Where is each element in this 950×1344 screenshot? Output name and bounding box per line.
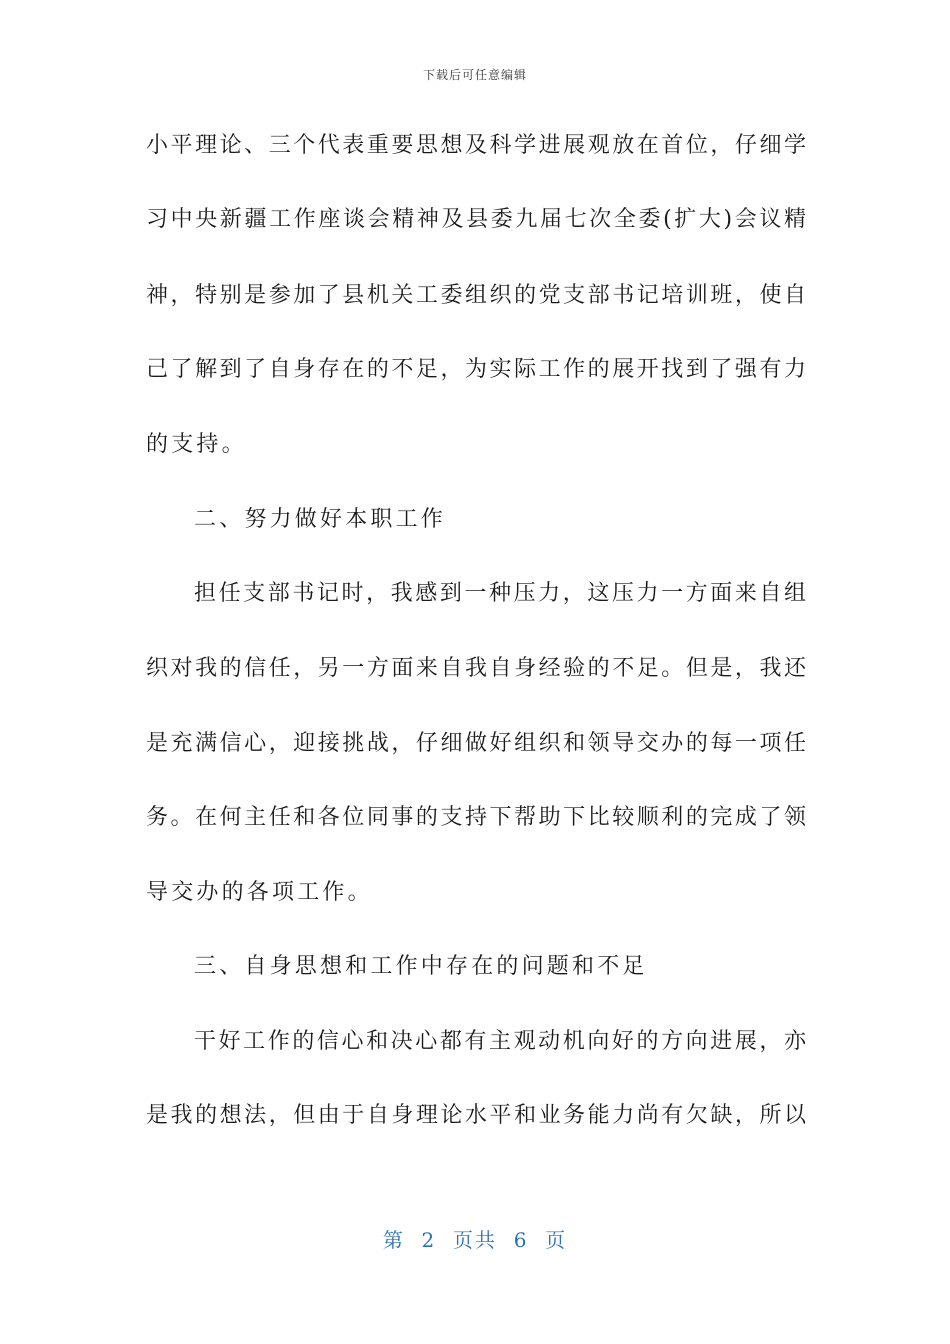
section-heading: 二、努力做好本职工作	[194, 507, 447, 532]
section-heading: 三、自身思想和工作中存在的问题和不足	[194, 954, 648, 979]
text-line: 己了解到了自身存在的不足，为实际工作的展开找到了强有力	[146, 357, 806, 382]
text-line: 的支持。	[146, 432, 247, 457]
text-line: 小平理论、三个代表重要思想及科学进展观放在首位，仔细学	[146, 133, 806, 158]
text-line: 是充满信心，迎接挑战，仔细做好组织和领导交办的每一项任	[146, 731, 806, 756]
text-line: 习中央新疆工作座谈会精神及县委九届七次全委(扩大)会议精	[146, 207, 806, 232]
text-line: 务。在何主任和各位同事的支持下帮助下比较顺利的完成了领	[146, 805, 806, 830]
page-number: 第 2 页共 6 页	[382, 1228, 568, 1252]
text-line: 神，特别是参加了县机关工委组织的党支部书记培训班，使自	[146, 283, 806, 308]
text-line: 是我的想法，但由于自身理论水平和业务能力尚有欠缺，所以	[146, 1103, 806, 1128]
text-line: 担任支部书记时，我感到一种压力，这压力一方面来自组	[194, 581, 806, 606]
text-line: 织对我的信任，另一方面来自我自身经验的不足。但是，我还	[146, 656, 806, 681]
text-line: 干好工作的信心和决心都有主观动机向好的方向进展，亦	[194, 1029, 806, 1054]
text-line: 导交办的各项工作。	[146, 880, 373, 905]
header-note: 下载后可任意编辑	[422, 68, 527, 82]
